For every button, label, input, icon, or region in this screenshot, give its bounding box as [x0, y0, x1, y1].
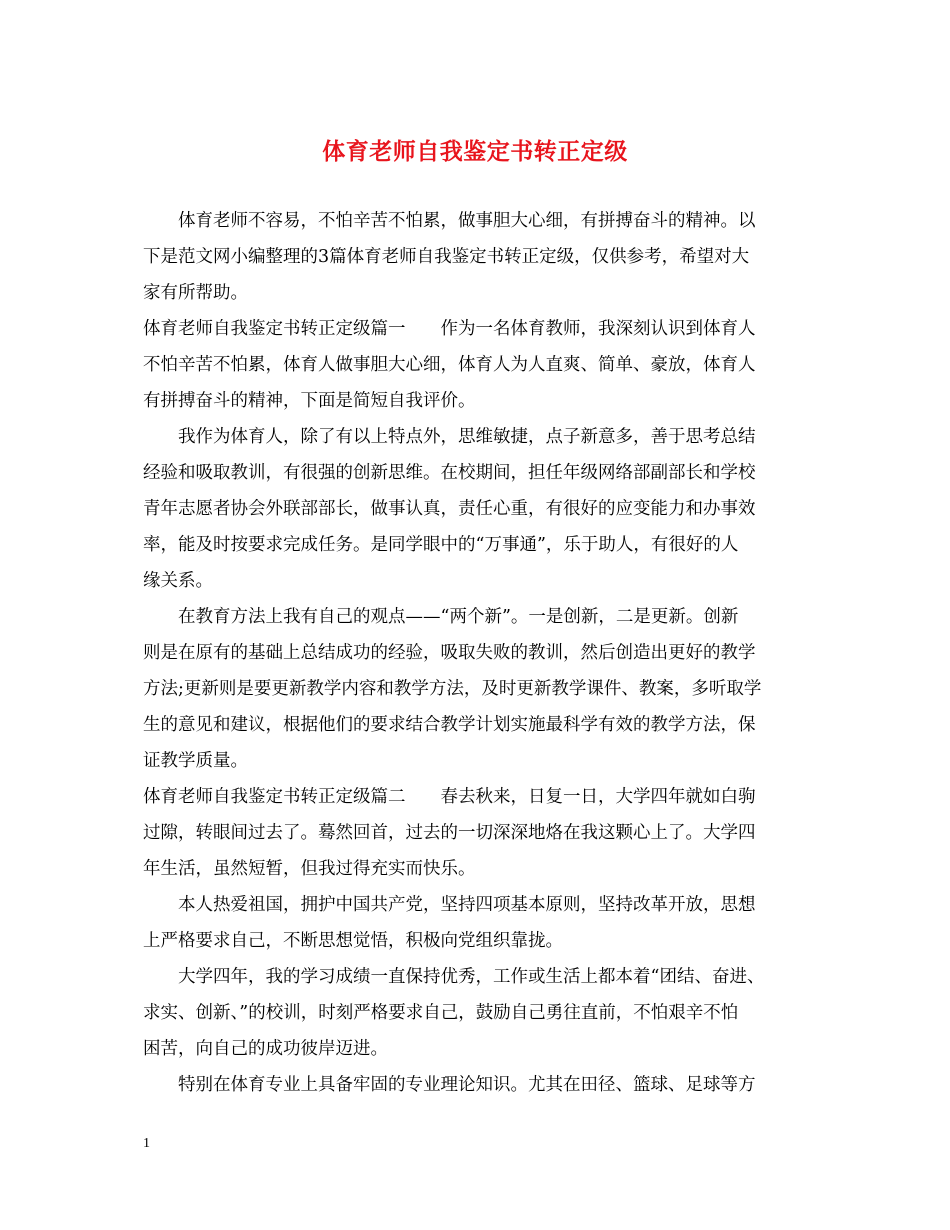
body-line: 青年志愿者协会外联部部长，做事认真，责任心重，有很好的应变能力和办事效 — [143, 499, 756, 519]
body-line: 体育老师不容易，不怕辛苦不怕累，做事胆大心细，有拼搏奋斗的精神。以 — [143, 211, 756, 231]
body-line: 过隙，转眼间过去了。蓦然回首，过去的一切深深地烙在我这颗心上了。大学四 — [143, 823, 756, 843]
body-line: 我作为体育人，除了有以上特点外，思维敏捷，点子新意多，善于思考总结 — [143, 427, 756, 447]
body-line: 求实、创新、”的校训，时刻严格要求自己，鼓励自己勇往直前，不怕艰辛不怕 — [143, 1003, 739, 1023]
body-line: 不怕辛苦不怕累，体育人做事胆大心细，体育人为人直爽、简单、豪放，体育人 — [143, 355, 756, 375]
body-line: 年生活，虽然短暂，但我过得充实而快乐。 — [143, 859, 476, 879]
body-line: 体育老师自我鉴定书转正定级篇一 作为一名体育教师，我深刻认识到体育人 — [143, 319, 756, 339]
body-line: 方法;更新则是要更新教学内容和教学方法，及时更新教学课件、教案，多听取学 — [143, 679, 762, 699]
body-line: 缘关系。 — [143, 571, 213, 591]
body-line: 特别在体育专业上具备牢固的专业理论知识。尤其在田径、篮球、足球等方 — [143, 1075, 756, 1095]
body-line: 本人热爱祖国，拥护中国共产党，坚持四项基本原则，坚持改革开放，思想 — [143, 895, 756, 915]
body-line: 证教学质量。 — [143, 751, 248, 771]
body-line: 生的意见和建议，根据他们的要求结合教学计划实施最科学有效的教学方法，保 — [143, 715, 756, 735]
body-line: 率，能及时按要求完成任务。是同学眼中的“万事通”，乐于助人，有很好的人 — [143, 535, 739, 555]
body-line: 经验和吸取教训，有很强的创新思维。在校期间，担任年级网络部副部长和学校 — [143, 463, 756, 483]
body-line: 家有所帮助。 — [143, 283, 248, 303]
body-line: 大学四年，我的学习成绩一直保持优秀，工作或生活上都本着“团结、奋进、 — [143, 967, 765, 987]
body-line: 上严格要求自己，不断思想觉悟，积极向党组织靠拢。 — [143, 931, 563, 951]
body-line: 有拼搏奋斗的精神，下面是简短自我评价。 — [143, 391, 476, 411]
body-line: 体育老师自我鉴定书转正定级篇二 春去秋来，日复一日，大学四年就如白驹 — [143, 787, 756, 807]
document-title: 体育老师自我鉴定书转正定级 — [322, 139, 628, 165]
body-line: 困苦，向自己的成功彼岸迈进。 — [143, 1039, 388, 1059]
page-number: 1 — [143, 1136, 150, 1151]
body-line: 则是在原有的基础上总结成功的经验，吸取失败的教训，然后创造出更好的教学 — [143, 643, 756, 663]
body-line: 下是范文网小编整理的3篇体育老师自我鉴定书转正定级，仅供参考，希望对大 — [143, 247, 750, 267]
body-line: 在教育方法上我有自己的观点——“两个新”。一是创新，二是更新。创新 — [143, 607, 739, 627]
